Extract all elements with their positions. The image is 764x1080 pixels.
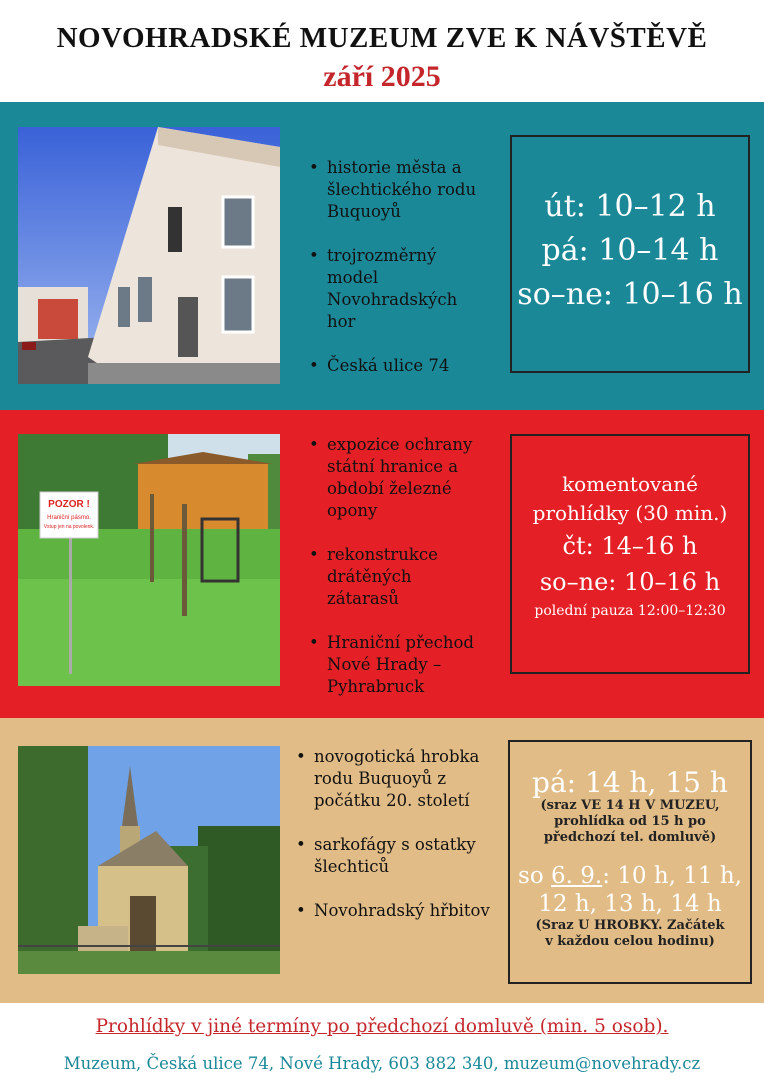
saturday-times: : 10 h, 11 h, 12 h, 13 h, 14 h	[538, 863, 742, 917]
footer-booking-note: Prohlídky v jiné termíny po předchozí domluvě (min. 5 osob).	[95, 1016, 669, 1037]
list-item: • Novohradský hřbitov	[296, 900, 491, 922]
list-item: • Česká ulice 74	[309, 355, 484, 377]
sign-text-warning: POZOR !	[48, 499, 90, 510]
guided-tours-duration: prohlídky (30 min.)	[532, 501, 728, 525]
lunch-break: polední pauza 12:00–12:30	[534, 603, 726, 619]
list-item: • Hraniční přechod Nové Hrady – Pyhrabruck	[309, 632, 487, 698]
museum-hours-box	[510, 135, 750, 373]
hours-friday: pá: 14 h, 15 h	[532, 766, 728, 799]
border-hours-box	[510, 434, 750, 674]
footer-contact: Muzeum, Česká ulice 74, Nové Hrady, 603 882 340, muzeum@novehrady.cz	[63, 1054, 701, 1073]
border-fence-photo	[18, 434, 280, 686]
hours-weekend: so–ne: 10–16 h	[539, 568, 721, 596]
hours-friday: pá: 10–14 h	[541, 233, 719, 268]
page-title: NOVOHRADSKÉ MUZEUM ZVE K NÁVŠTĚVĚ	[56, 22, 708, 54]
hours-saturday	[510, 862, 750, 918]
list-item: • expozice ochrany státní hranice a období železné opony	[309, 434, 487, 522]
tomb-hours-box	[508, 740, 752, 984]
tomb-features-list	[296, 746, 491, 944]
sign-text-zone: Hraniční pásmo.	[47, 515, 91, 521]
list-item: • rekonstrukce drátěných zátarasů	[309, 544, 487, 610]
hours-weekend: so–ne: 10–16 h	[517, 277, 743, 312]
page-subtitle: září 2025	[323, 60, 441, 93]
border-features-list	[309, 434, 487, 720]
list-item: • historie města a šlechtického rodu Buquoyů	[309, 157, 484, 223]
list-item: • sarkofágy s ostatky šlechticů	[296, 834, 491, 878]
saturday-date: 6. 9.	[550, 863, 603, 889]
guided-tours-label: komentované	[562, 472, 698, 496]
tomb-chapel-photo	[18, 746, 280, 974]
museum-features-list	[309, 157, 484, 399]
saturday-meeting-note: (Sraz U HROBKY. Začátek v každou celou hodinu)	[535, 918, 725, 949]
list-item: • trojrozměrný model Novohradských hor	[309, 245, 484, 333]
hours-thursday: čt: 14–16 h	[562, 532, 698, 560]
hours-tuesday: út: 10–12 h	[544, 189, 716, 224]
museum-building-photo	[18, 127, 280, 384]
sign-text-permit: Vstup jen na povolenk.	[43, 524, 95, 530]
saturday-prefix: so	[518, 863, 551, 889]
friday-meeting-note: (sraz VE 14 H V MUZEU, prohlídka od 15 h po předchozí tel. domluvě)	[540, 798, 720, 845]
list-item: • novogotická hrobka rodu Buquoyů z počátku 20. století	[296, 746, 491, 812]
